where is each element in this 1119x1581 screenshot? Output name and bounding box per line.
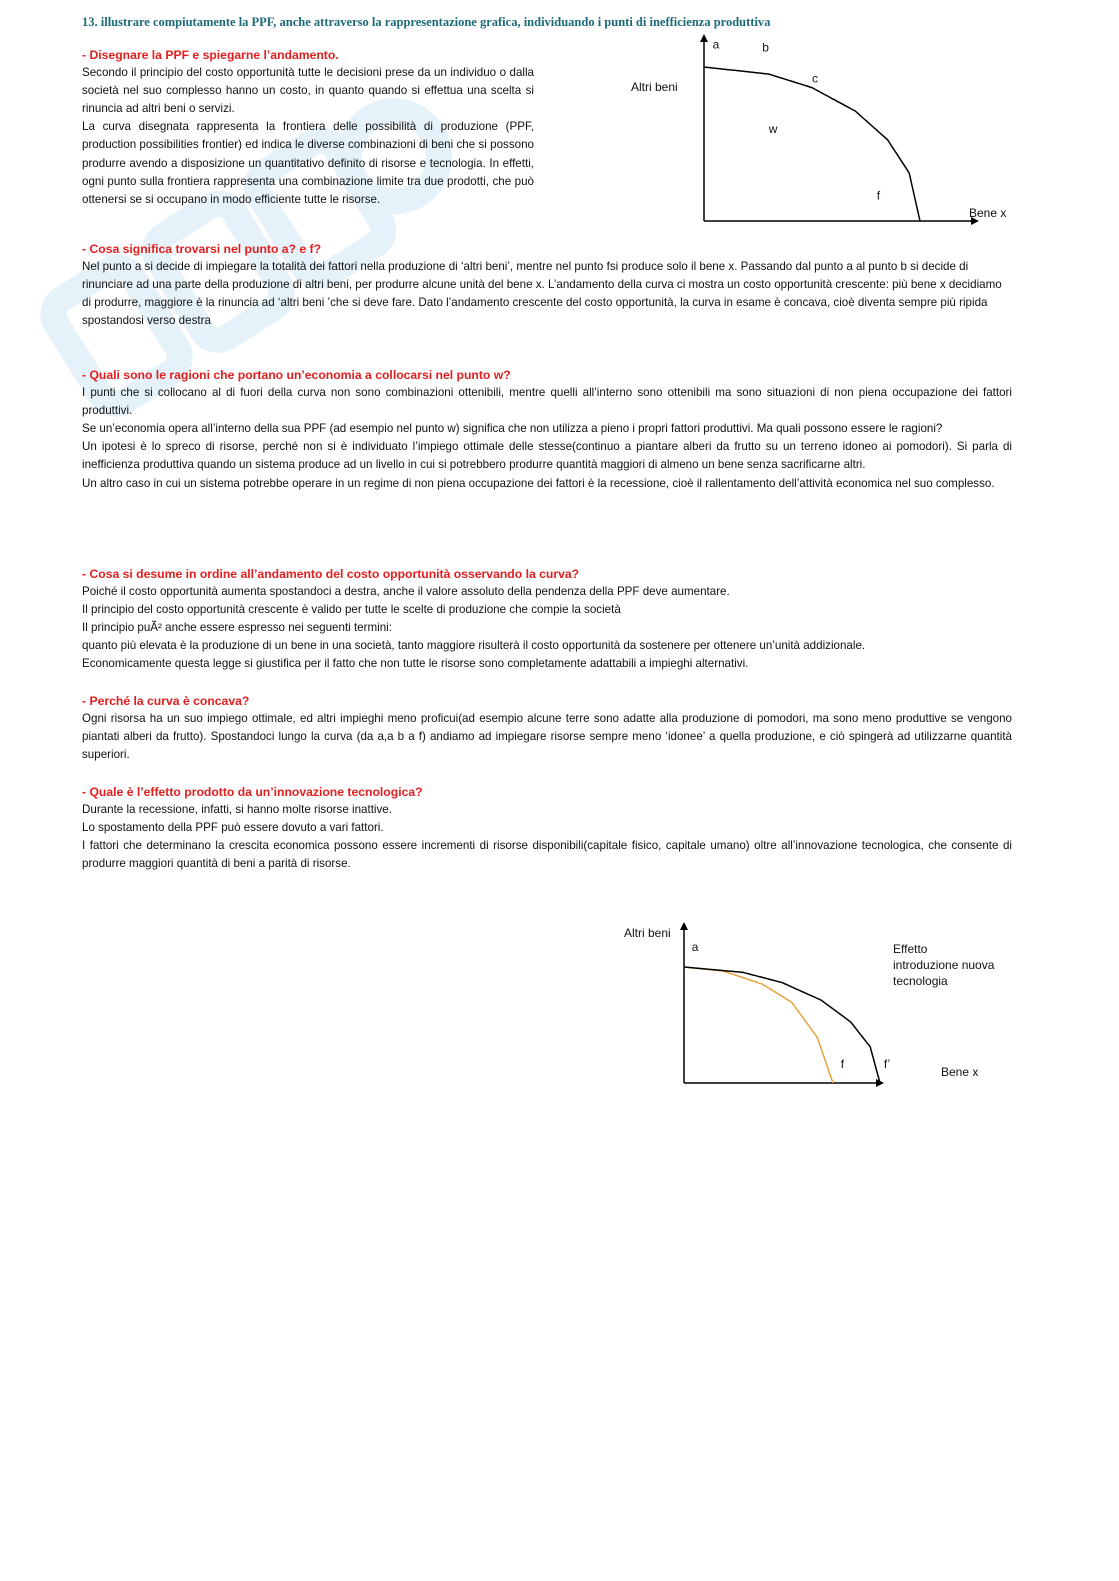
section-heading: - Perché la curva è concava? — [82, 694, 250, 708]
paragraph: Durante la recessione, infatti, si hanno molte risorse inattive. — [82, 803, 392, 817]
paragraph: Secondo il principio del costo opportunità tutte le decisioni prese da un individuo o dalla società nel suo complesso hanno un costo, in quanto quando si effettua una scelta si rinuncia ad altri beni o servizi. — [82, 66, 534, 116]
point-label-f: f’ — [883, 1056, 891, 1071]
point-label-a: a — [691, 939, 699, 954]
paragraph: La curva disegnata rappresenta la frontiera delle possibilità di produzione (PPF, production possibilities frontier) ed indica le diverse combinazioni di beni che si possono produrre avendo a disposizione un quantitativo definito di risorse e tecnologia. In effetti, ogni punto sulla frontiera rappresenta una combinazione limite tra due prodotti, che può ottenersi se si occupano in modo efficiente tutte le risorse. — [82, 120, 534, 206]
paragraph: Lo spostamento della PPF può essere dovuto a vari fattori. — [82, 821, 384, 835]
point-label-a: a — [712, 37, 720, 52]
legend-line-2: introduzione nuova — [893, 958, 995, 972]
series-line-0 — [704, 67, 920, 221]
point-label-w: w — [768, 122, 778, 137]
ppf-chart — [620, 30, 1020, 230]
point-label-f: f — [876, 188, 881, 203]
paragraph: Nel punto a si decide di impiegare la totalità dei fattori nella produzione di ‘altri beni’, mentre nel punto fsi produce solo il bene x. Passando dal punto a al punto b si decide di rinunciare ad una parte della produzione di altri beni, per produrre alcune unità del bene x. L’andamento della curva ci mostra un costo opportunità crescente: più bene x decidiamo di produrre, maggiore è la rinuncia ad ‘altri beni ’che si deve fare. Dato l’andamento crescente del costo opportunità, la curva in esame è concava, cioè diventa sempre più ripida spostandosi verso destra — [82, 260, 1002, 328]
legend-line-1: Effetto — [893, 942, 928, 956]
paragraph: Poiché il costo opportunità aumenta spostandoci a destra, anche il valore assoluto della pendenza della PPF deve aumentare. — [82, 585, 730, 599]
point-label-f: f — [840, 1056, 845, 1071]
point-label-b: b — [762, 40, 769, 55]
x-axis-label: Bene x — [941, 1065, 979, 1079]
paragraph: Ogni risorsa ha un suo impiego ottimale, ed altri impieghi meno proficui(ad esempio alcune terre sono adatte alla produzione di pomodori, ma sono meno produttive se vengono piantati alberi da frutto). Spostandoci lungo la curva (da a,a b a f) andiamo ad impiegare risorse sempre meno ‘idonee’ a quella produzione, e ciò spingerà ad utilizzarne quantità superiori. — [82, 712, 1012, 762]
section-tech-innovation — [82, 783, 1012, 873]
paragraph: I fattori che determinano la crescita economica possono essere incrementi di risorse disponibili(capitale fisico, capitale umano) oltre all’innovazione tecnologica, che consente di produrre maggiori quantità di beni a parità di risorse. — [82, 839, 1012, 871]
section-points-a-f — [82, 240, 1012, 330]
section-concave-curve — [82, 692, 1012, 764]
y-axis-arrow — [680, 922, 688, 930]
x-axis-label: Bene x — [969, 206, 1007, 220]
paragraph: Il principio del costo opportunità crescente è valido per tutte le scelte di produzione che compie la società — [82, 603, 621, 617]
y-axis-arrow — [700, 34, 708, 42]
section-heading: - Quale è l’effetto prodotto da un’innovazione tecnologica? — [82, 785, 423, 799]
legend-text — [893, 942, 998, 988]
y-axis-label: Altri beni — [631, 80, 678, 94]
y-axis-label: Altri beni — [624, 926, 671, 940]
page-title: 13. illustrare compiutamente la PPF, anche attraverso la rappresentazione grafica, individuando i punti di inefficienza produttiva — [82, 15, 771, 29]
paragraph: Economicamente questa legge si giustifica per il fatto che non tutte le risorse sono completamente adattabili a impieghi alternativi. — [82, 657, 749, 671]
paragraph: I punti che si collocano al di fuori della curva non sono combinazioni ottenibili, mentre quelli all’interno sono ottenibili ma sono situazioni di non piena occupazione dei fattori produttivi. — [82, 386, 1012, 418]
paragraph: quanto più elevata è la produzione di un bene in una società, tanto maggiore risulterà il costo opportunità da sostenere per ottenere un’unità addizionale. — [82, 639, 866, 653]
series-line-1 — [684, 967, 880, 1083]
section-heading: - Quali sono le ragioni che portano un’economia a collocarsi nel punto w? — [82, 368, 511, 382]
ppf-shift-chart — [600, 915, 1020, 1100]
paragraph: Se un’economia opera all’interno della sua PPF (ad esempio nel punto w) significa che non utilizza a pieno i propri fattori produttivi. Ma quali possono essere le ragioni? — [82, 422, 943, 436]
paragraph: Un ipotesi è lo spreco di risorse, perché non si è individuato l’impiego ottimale delle stesse(continuo a piantare alberi da frutto su un terreno idoneo ai pomodori). Si parla di inefficienza produttiva quando un sistema produce ad un livello in cui si potrebbero produrre quantità maggiori di almeno un bene senza sacrificarne altri. — [82, 440, 1012, 472]
section-heading: - Cosa si desume in ordine all’andamento del costo opportunità osservando la curva? — [82, 567, 580, 581]
paragraph: Il principio puÃ² anche essere espresso nei seguenti termini: — [82, 621, 392, 635]
point-label-c: c — [812, 71, 818, 86]
section-point-w — [82, 366, 1012, 493]
legend-line-3: tecnologia — [893, 974, 948, 988]
section-opportunity-cost — [82, 565, 1012, 674]
section-ppf-drawing — [82, 46, 534, 209]
section-heading: - Cosa significa trovarsi nel punto a? e f? — [82, 242, 322, 256]
series-line-0 — [684, 967, 833, 1083]
section-heading: - Disegnare la PPF e spiegarne l’andamento. — [82, 48, 339, 62]
paragraph: Un altro caso in cui un sistema potrebbe operare in un regime di non piena occupazione dei fattori è la recessione, cioè il rallentamento dell’attività economica nel suo complesso. — [82, 476, 995, 490]
